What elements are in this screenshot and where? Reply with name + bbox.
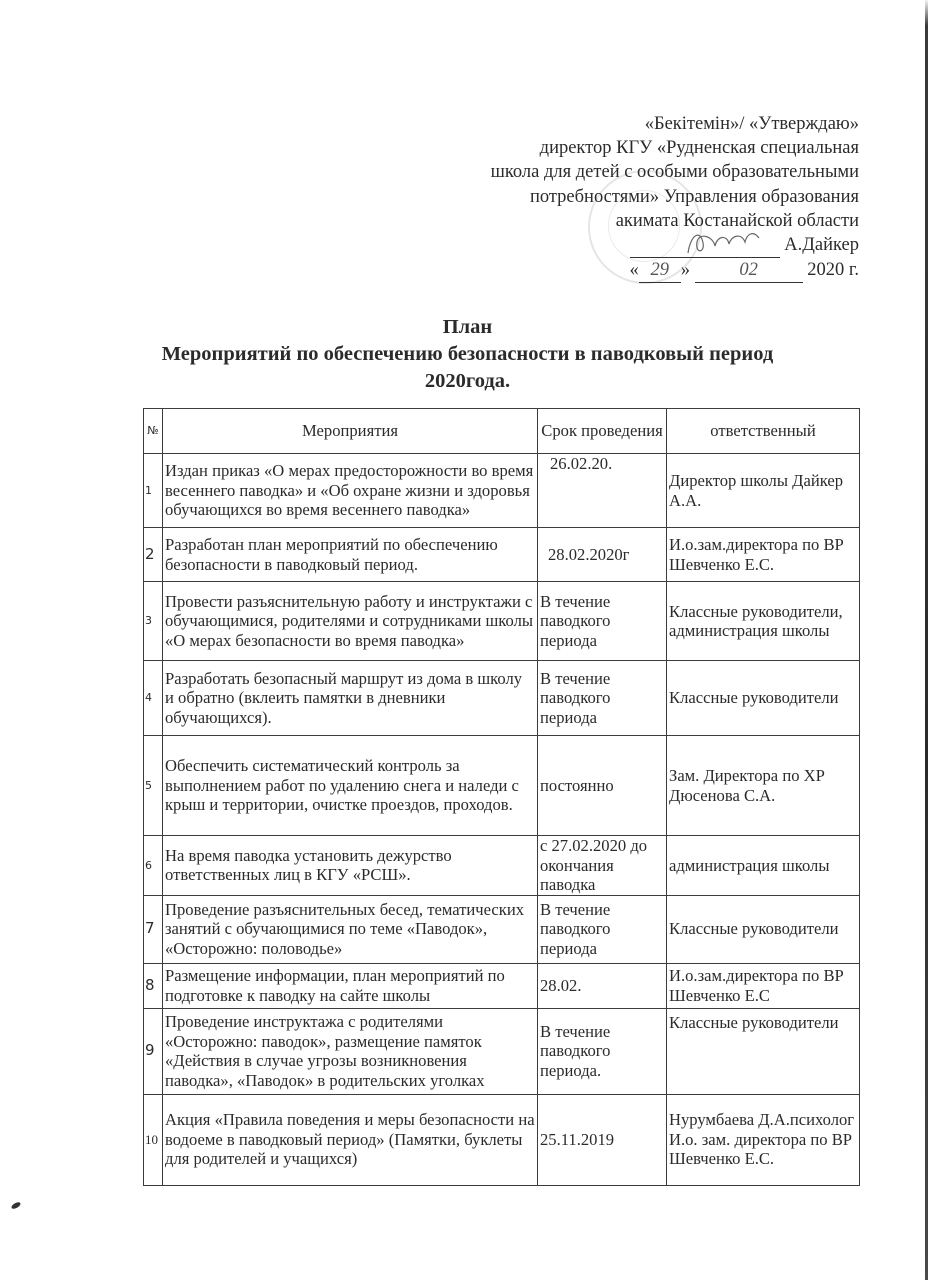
- table-row: [144, 895, 860, 963]
- row-num: 7: [144, 895, 163, 963]
- title-line-1: План: [442, 316, 493, 338]
- approval-block: [419, 112, 859, 283]
- table-row: [144, 1094, 860, 1185]
- row-num: 6: [144, 836, 163, 896]
- row-event: Проведение разъяснительных бесед, тематических занятий с обучающимися по теме «Паводок», «Осторожно: половодье»: [163, 895, 538, 963]
- approval-date: « 29 » 02 2020 г.: [419, 258, 859, 283]
- table-row: [144, 661, 860, 736]
- row-event: Провести разъяснительную работу и инструктажи с обучающимися, родителями и сотрудниками школы «О мерах безопасности во время паводка»: [163, 582, 538, 661]
- row-event: Проведение инструктажа с родителями «Осторожно: паводок», размещение памяток «Действия в случае угрозы возникновения паводка», «Паводок» в родительских уголках: [163, 1008, 538, 1094]
- row-deadline: В течение паводкого периода: [538, 582, 667, 661]
- header-responsible: ответственный: [667, 409, 860, 454]
- row-deadline: 28.02.2020г: [538, 528, 667, 582]
- row-responsible: администрация школы: [667, 836, 860, 896]
- date-day: 29: [639, 258, 681, 283]
- row-responsible: Классные руководители: [667, 1008, 860, 1094]
- row-event: Акция «Правила поведения и меры безопасности на водоеме в паводковый период» (Памятки, буклеты для родителей и учащихся): [163, 1094, 538, 1185]
- row-responsible: Классные руководители: [667, 895, 860, 963]
- row-num: 4: [144, 661, 163, 736]
- row-num: 8: [144, 963, 163, 1008]
- row-deadline: В течение паводкого периода.: [538, 1008, 667, 1094]
- row-deadline: В течение паводкого периода: [538, 661, 667, 736]
- table-row: [144, 836, 860, 896]
- row-deadline: с 27.02.2020 до окончания паводка: [538, 836, 667, 896]
- row-event: Разработан план мероприятий по обеспечению безопасности в паводковый период.: [163, 528, 538, 582]
- row-deadline: постоянно: [538, 736, 667, 836]
- table-row: [144, 454, 860, 528]
- table-row: [144, 528, 860, 582]
- table-row: [144, 963, 860, 1008]
- approval-line: потребностями» Управления образования: [529, 186, 859, 207]
- header-deadline: Срок проведения: [538, 409, 667, 454]
- scan-speck: [10, 1201, 21, 1210]
- signature-icon: [683, 228, 763, 258]
- table-row: [144, 1008, 860, 1094]
- row-responsible: И.о.зам.директора по ВР Шевченко Е.С: [667, 963, 860, 1008]
- table-row: [144, 582, 860, 661]
- row-responsible: Нурумбаева Д.А.психолог И.о. зам. директора по ВР Шевченко Е.С.: [667, 1094, 860, 1185]
- document-title: [100, 314, 835, 395]
- row-event: Размещение информации, план мероприятий по подготовке к паводку на сайте школы: [163, 963, 538, 1008]
- events-table: [143, 408, 860, 1186]
- header-num: №: [144, 409, 163, 454]
- date-year: 2020 г.: [807, 260, 859, 281]
- approval-line: директор КГУ «Рудненская специальная: [539, 138, 859, 159]
- title-line-2: Мероприятий по обеспечению безопасности в паводковый период: [161, 343, 774, 365]
- approval-line: акимата Костанайской области: [615, 210, 859, 231]
- row-deadline: В течение паводкого периода: [538, 895, 667, 963]
- row-num: 9: [144, 1008, 163, 1094]
- row-num: 10: [144, 1094, 163, 1185]
- date-month: 02: [695, 258, 803, 283]
- table-header-row: [144, 409, 860, 454]
- row-num: 2: [144, 528, 163, 582]
- scan-border: [925, 0, 928, 1280]
- signature-line: [419, 233, 859, 258]
- signer-name: А.Дайкер: [784, 235, 859, 256]
- row-responsible: Классные руководители, администрация школы: [667, 582, 860, 661]
- table-row: [144, 736, 860, 836]
- row-num: 5: [144, 736, 163, 836]
- row-deadline: 26.02.20.: [538, 454, 667, 528]
- row-event: Разработать безопасный маршрут из дома в школу и обратно (вклеить памятки в дневники обучающихся).: [163, 661, 538, 736]
- row-responsible: Классные руководители: [667, 661, 860, 736]
- row-event: На время паводка установить дежурство ответственных лиц в КГУ «РСШ».: [163, 836, 538, 896]
- row-deadline: 28.02.: [538, 963, 667, 1008]
- title-line-3: 2020года.: [424, 370, 511, 392]
- row-responsible: И.о.зам.директора по ВР Шевченко Е.С.: [667, 528, 860, 582]
- row-responsible: Зам. Директора по ХР Дюсенова С.А.: [667, 736, 860, 836]
- row-event: Издан приказ «О мерах предосторожности во время весеннего паводка» и «Об охране жизни и здоровья обучающихся во время весеннего паводка»: [163, 454, 538, 528]
- row-num: 3: [144, 582, 163, 661]
- row-num: 1: [144, 454, 163, 528]
- approval-line: школа для детей с особыми образовательными: [490, 162, 859, 183]
- row-event: Обеспечить систематический контроль за выполнением работ по удалению снега и наледи с крыш и территории, очистке проездов, проходов.: [163, 736, 538, 836]
- approval-line: «Бекітемін»/ «Утверждаю»: [644, 114, 859, 134]
- row-deadline: 25.11.2019: [538, 1094, 667, 1185]
- row-responsible: Директор школы Дайкер А.А.: [667, 454, 860, 528]
- header-event: Мероприятия: [163, 409, 538, 454]
